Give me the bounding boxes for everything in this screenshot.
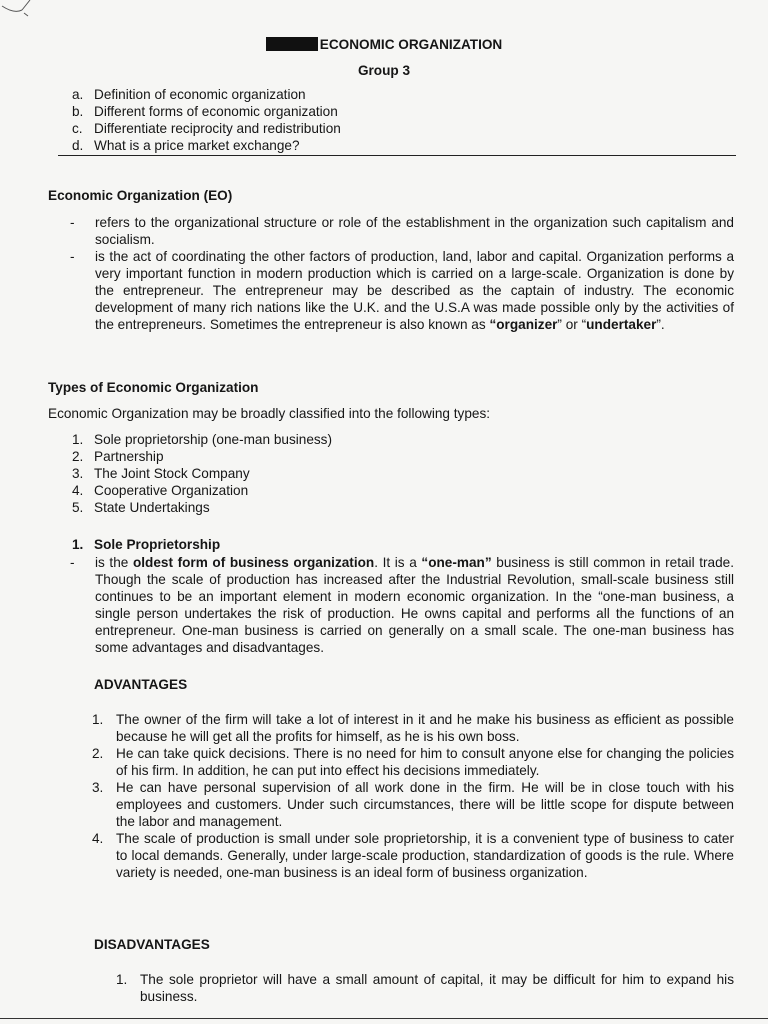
list-item: 1. The owner of the firm will take a lot of interest in it and he make his business as efficient as possible because he will get all the profits for himself, as he is his own boss. [92, 712, 734, 744]
advantages-heading: ADVANTAGES [94, 677, 188, 692]
list-item: 3. The Joint Stock Company [72, 466, 250, 481]
eo-heading: Economic Organization (EO) [48, 188, 233, 203]
group-label: Group 3 [357, 63, 411, 78]
list-item: 1. Sole proprietorship (one-man business) [72, 432, 333, 447]
types-intro: Economic Organization may be broadly classified into the following types: [48, 406, 491, 421]
list-item: 5. State Undertakings [72, 500, 210, 515]
list-item: 4. Cooperative Organization [72, 483, 249, 498]
types-list [72, 431, 332, 516]
outline-item: d. What is a price market exchange? [72, 138, 300, 153]
list-item: 2. Partnership [72, 449, 164, 464]
advantages-list [92, 711, 734, 881]
types-heading: Types of Economic Organization [48, 380, 259, 395]
outline-item: c. Differentiate reciprocity and redistribution [72, 121, 341, 136]
outline-item: a. Definition of economic organization [72, 87, 306, 102]
disadvantages-list [116, 971, 734, 1005]
list-item: 3. He can have personal supervision of all work done in the firm. He will be in close touch with his employees and customers. Under such circumstances, there will be little scope for dispute between the labor and management. [92, 780, 734, 829]
disadvantages-heading: DISADVANTAGES [94, 937, 210, 952]
list-item: 2. He can take quick decisions. There is no need for him to consult anyone else for changing the policies of his firm. In addition, he can put into effect his decisions immediately. [92, 746, 734, 778]
scan-artifact-mark [0, 0, 60, 30]
list-item: - is the act of coordinating the other factors of production, land, labor and capital. Organization performs a very important function in modern production which is carried on a large-scale. Organization is done by the entrepreneur. The entrepreneur may be described as the captain of industry. The economic development of many rich nations like the U.K. and the U.S.A was made possible only by the activities of the entrepreneurs. Sometimes the entrepreneur is also known as “organizer” or “undertaker”. [70, 249, 734, 332]
document-title [0, 36, 768, 53]
eo-bullets [70, 214, 734, 333]
list-item: 1. The sole proprietor will have a small amount of capital, it may be difficult for him to expand his business. [116, 972, 734, 1004]
sole-bullets [70, 554, 734, 656]
page-bottom-edge [0, 1018, 768, 1019]
outline-list [72, 86, 341, 154]
list-item: - refers to the organizational structure or role of the establishment in the organization such capitalism and socialism. [70, 215, 734, 247]
divider [58, 155, 736, 156]
outline-item: b. Different forms of economic organization [72, 104, 338, 119]
title-text: ECONOMIC ORGANIZATION [319, 37, 503, 52]
sole-heading: 1. Sole Proprietorship [72, 537, 221, 552]
list-item: - is the oldest form of business organization. It is a “one-man” business is still common in retail trade. Though the scale of production has increased after the Industrial Revolution, small-scale business still continues to be an important element in modern economic organization. In the “one-man business, a single person undertakes the risk of production. He owns capital and performs all the functions of an entrepreneur. One-man business is carried on generally on a small scale. The one-man business has some advantages and disadvantages. [70, 555, 734, 655]
list-item: 4. The scale of production is small under sole proprietorship, it is a convenient type of business to cater to local demands. Generally, under large-scale production, standardization of goods is the rule. Where variety is needed, one-man business is an ideal form of business organization. [92, 831, 734, 880]
redaction-bar [266, 37, 318, 51]
